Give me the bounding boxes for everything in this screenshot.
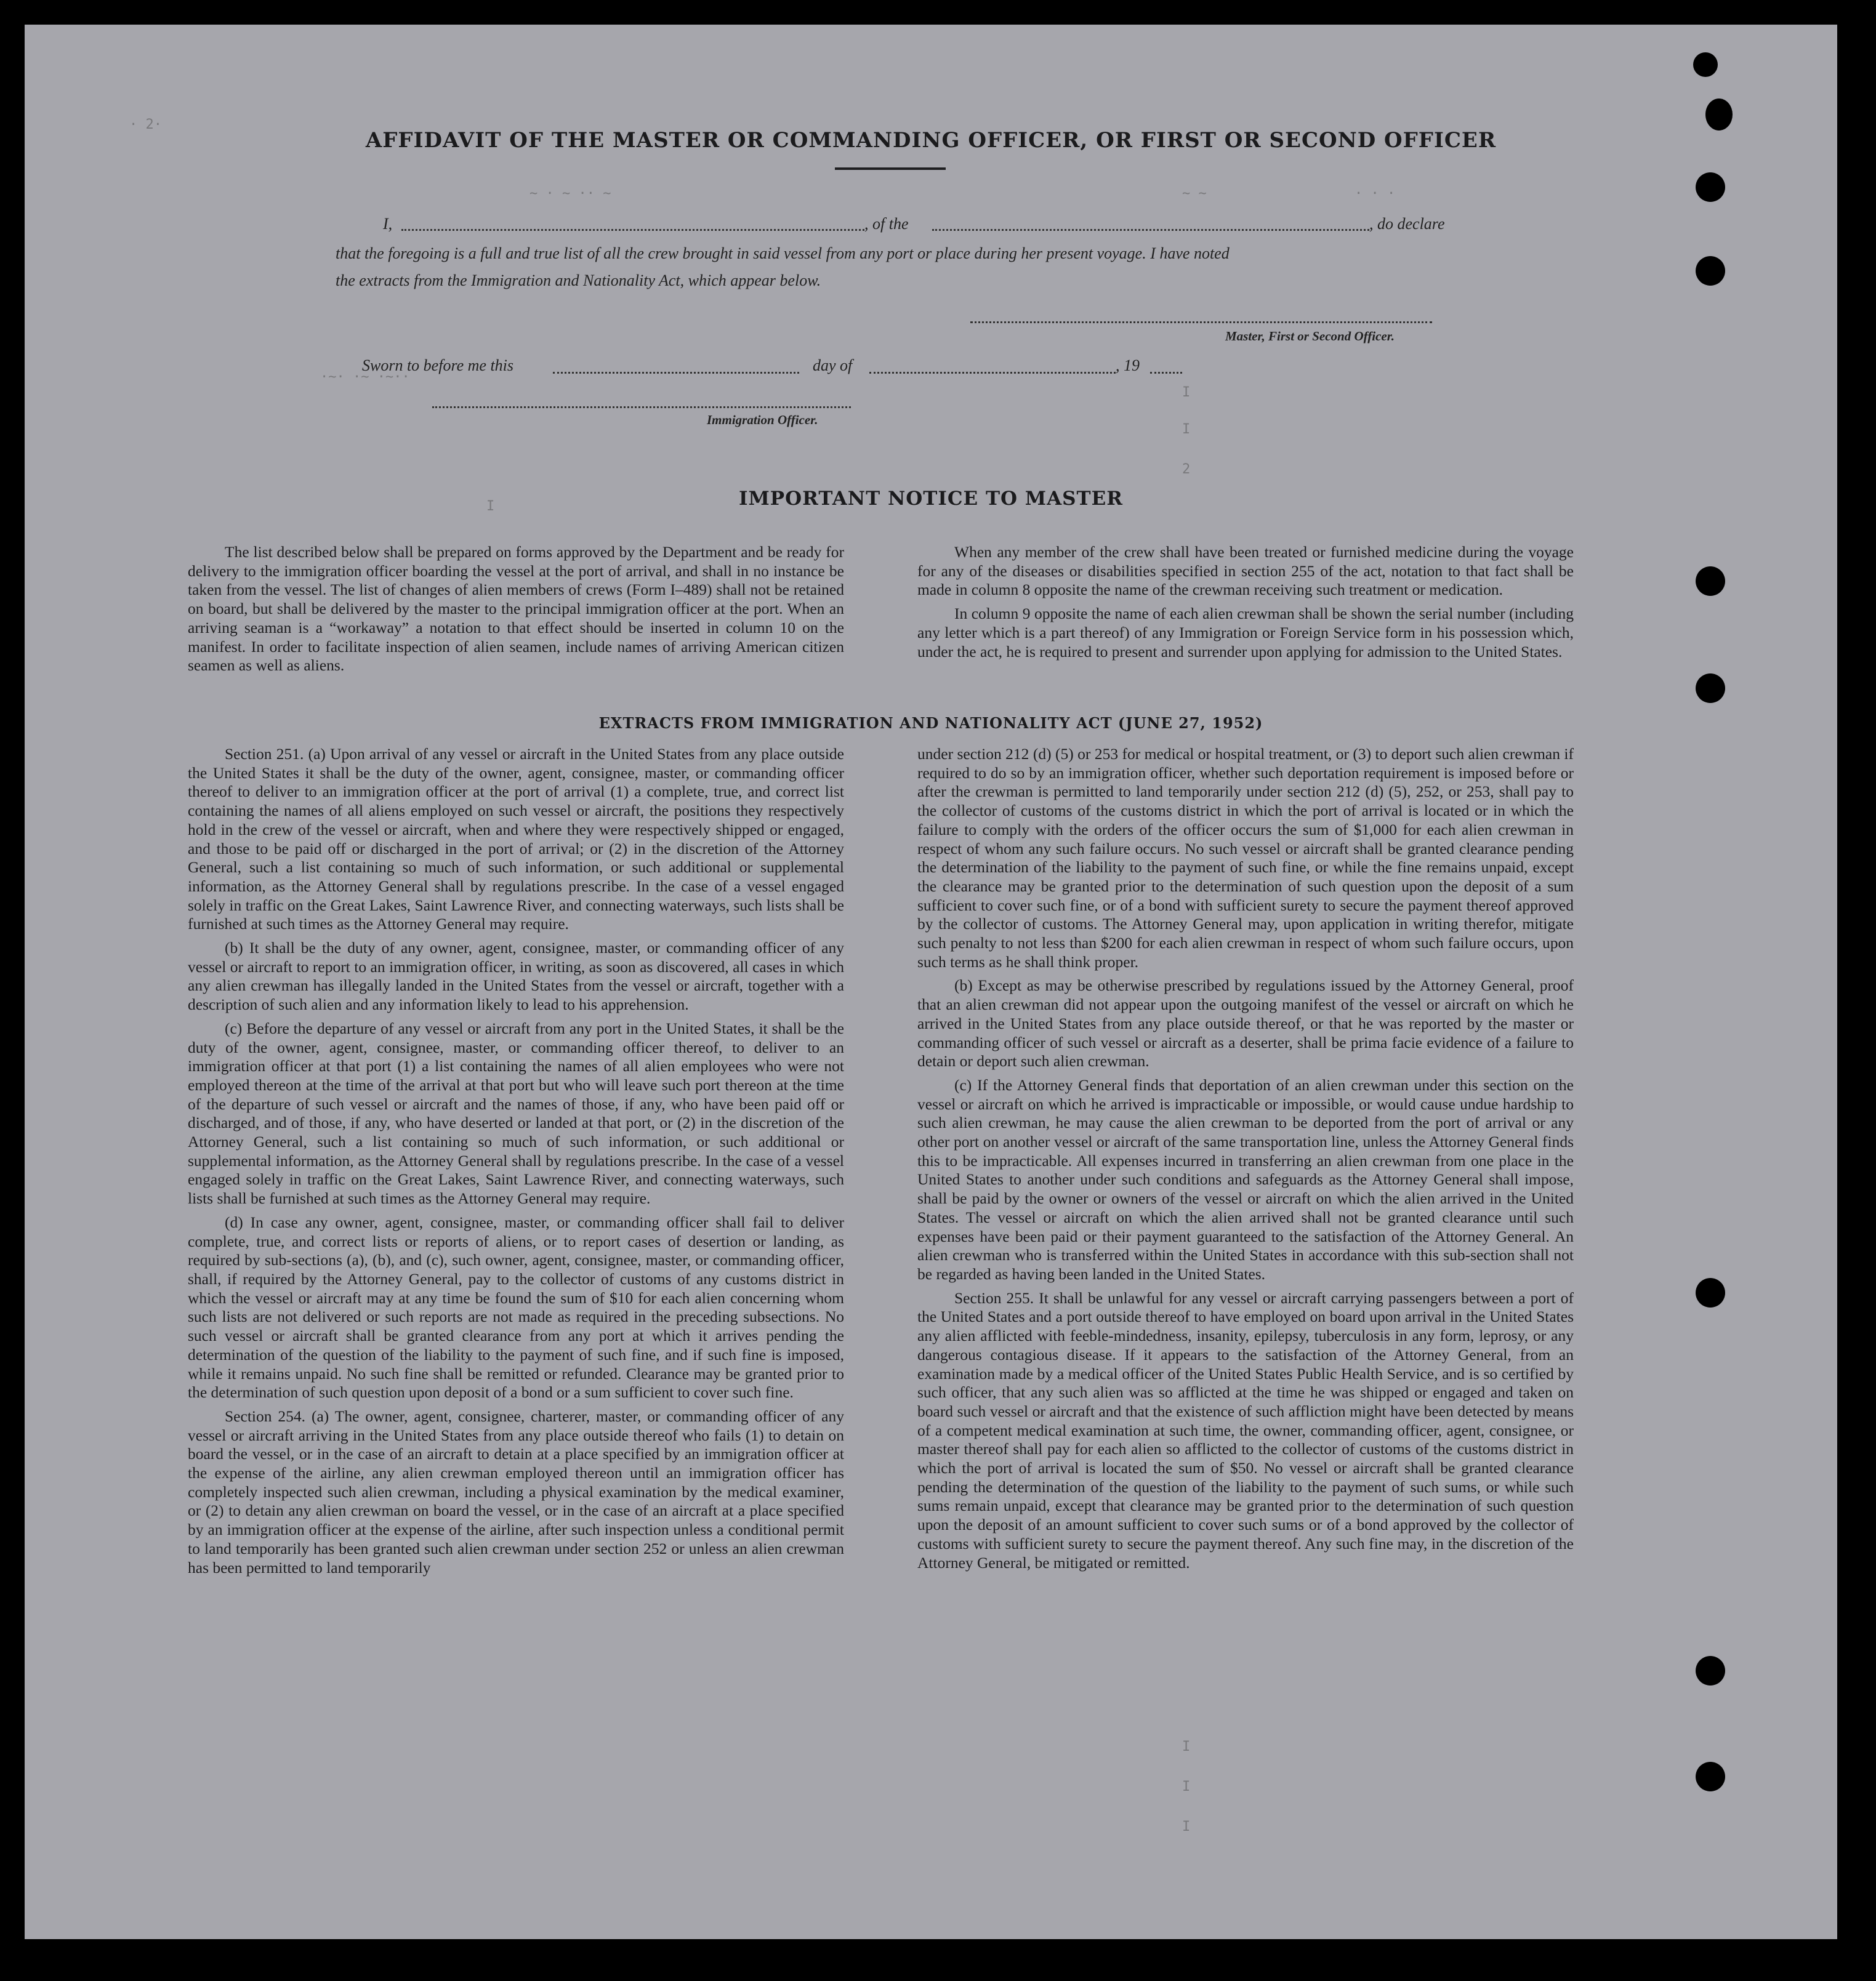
extracts-heading: EXTRACTS FROM IMMIGRATION AND NATIONALITY ACT (JUNE 27, 1952) bbox=[598, 714, 1263, 732]
affidavit-title: AFFIDAVIT OF THE MASTER OR COMMANDING OFFICER, OR FIRST OR SECOND OFFICER bbox=[365, 128, 1497, 153]
sworn-day-line[interactable] bbox=[553, 372, 799, 374]
section-255: Section 255. It shall be unlawful for any vessel or aircraft carrying passengers between a port of the United States and a port outside thereof to have employed on board upon arrival in the United States any alien afflicted with feeble-mindedness, insanity, epilepsy, tuberculosis in any form, leprosy, or any dangerous contagious disease. If it appears to the satisfaction of the Attorney General, from an examination made by a medical officer of the United States Public Health Service, and is so certified by such officer, that any such alien was so afflicted at the time he was shipped or engaged and taken on board such vessel or aircraft and that the existence of such affliction might have been detected by means of a competent medical examination at such time, the owner, commanding officer, agent, consignee, or master thereof shall pay for each alien so afflicted to the collector of customs of the customs district in which the port of arrival is located the sum of $50. No vessel or aircraft shall be granted clearance pending the determination of the question of the liability to the payment of such sums, or while such sums remain unpaid, except that clearance may be granted prior to the determination of such question upon the deposit of an amount sufficient to cover such sums or of a bond approved by the collector of customs with sufficient surety to secure the payment thereof. Any such fine may, in the discretion of the Attorney General, be mitigated or remitted. bbox=[917, 1288, 1574, 1572]
year-prefix-text: , 19 bbox=[1116, 356, 1140, 374]
immigration-officer-label: Immigration Officer. bbox=[707, 412, 818, 427]
section-254a-continued: under section 212 (d) (5) or 253 for medical or hospital treatment, or (3) to deport such alien crewman if required to do so by an immigration officer, whether such deportation requirement is imposed before or after the crewman is permitted to land temporarily under section 212 (d) (5), 252, or 253, shall pay to the collector of customs of the customs district in which the port of arrival is located or in which the failure to comply with the orders of the officer occurs the sum of $1,000 for each alien crewman in respect of whom any such failure occurs. No such vessel or aircraft shall be granted clearance pending the determination of the liability to the payment of such fine, or while the fine remains unpaid, except the clearance may be granted prior to the determination of such question upon the deposit of a sum sufficient to cover such fine, or of a bond with sufficient surety to secure the payment thereof approved by the collector of customs. The Attorney General may, upon application in writing therefor, mitigate such penalty to not less than $200 for each alien crewman in respect of whom such failure occurs, upon such terms as he shall think proper. bbox=[917, 745, 1574, 971]
binder-hole bbox=[1693, 52, 1718, 77]
section-254b: (b) Except as may be otherwise prescribed by regulations issued by the Attorney General, proof that an alien crewman did not appear upon the outgoing manifest of the vessel or aircraft on which he arrived in the United States from any place outside thereof, or that he was reported by the master or commanding officer of such vessel or aircraft as a deserter, shall be prima facie evidence of a failure to detain or deport such alien crewman. bbox=[917, 976, 1574, 1071]
sworn-month-line[interactable] bbox=[869, 372, 1116, 374]
vessel-name-line[interactable] bbox=[932, 229, 1369, 231]
bleed-through-mark: · · · bbox=[1355, 186, 1396, 201]
binder-hole bbox=[1696, 673, 1725, 703]
notice-heading: IMPORTANT NOTICE TO MASTER bbox=[738, 488, 1124, 510]
day-of-text: day of bbox=[813, 356, 853, 374]
declaration-line-3: the extracts from the Immigration and Nationality Act, which appear below. bbox=[336, 271, 821, 289]
binder-hole bbox=[1696, 1762, 1725, 1791]
notice-right-paragraph-1: When any member of the crew shall have been treated or furnished medicine during the voyage for any of the diseases or disabilities specified in section 255 of the act, notation to that fact shall be made in column 8 opposite the name of the crewman receiving such treatment or medication. bbox=[917, 543, 1574, 599]
notice-right-column bbox=[917, 543, 1574, 666]
bleed-through-mark: I bbox=[1182, 1819, 1191, 1834]
master-signature-label: Master, First or Second Officer. bbox=[1225, 329, 1395, 344]
document-page bbox=[25, 25, 1837, 1939]
binder-hole bbox=[1705, 98, 1733, 131]
section-254a: Section 254. (a) The owner, agent, consignee, charterer, master, or commanding officer of any vessel or aircraft arriving in the United States from any place outside thereof who fails (1) to detain on board the vessel, or in the case of an aircraft to detain at a place specified by an immigration officer at the expense of the airline, any alien crewman employed thereon until an immigration officer has completely inspected such alien crewman, including a physical examination by the medical examiner, or (2) to detain any alien crewman on board the vessel, or in the case of an aircraft at a place specified by an immigration officer at the expense of the airline, after such inspection unless a conditional permit to land temporarily has been granted such alien crewman under section 252 or unless an alien crewman has been permitted to land temporarily bbox=[188, 1407, 844, 1577]
notice-left-column bbox=[188, 543, 844, 680]
master-signature-line[interactable] bbox=[970, 321, 1432, 323]
bleed-through-mark: I bbox=[1182, 1739, 1191, 1754]
bleed-through-mark: ~ ~ bbox=[1182, 186, 1207, 201]
extracts-left-column bbox=[188, 745, 844, 1582]
notice-left-paragraph: The list described below shall be prepared on forms approved by the Department and be ready for delivery to the immigration officer boarding the vessel at the port of arrival, and shall in no instance be taken from the vessel. The list of changes of alien members of crews (Form I–489) shall not be retained on board, but shall be delivered by the master to the principal immigration officer at the port. When an arriving seaman is a “workaway” a notation to that effect should be inserted in column 10 on the manifest. In order to facilitate inspection of alien seamen, include names of arriving American citizen seamen as well as aliens. bbox=[188, 543, 844, 675]
bleed-through-mark: ·~· ·~ ·~·· bbox=[320, 369, 410, 385]
declarant-name-line[interactable] bbox=[401, 229, 864, 231]
notice-right-paragraph-2: In column 9 opposite the name of each alien crewman shall be shown the serial number (including any letter which is a part thereof) of any Immigration or Foreign Service form in his possession which, under the act, he is required to present and surrender upon applying for admission to the United States. bbox=[917, 605, 1574, 661]
title-underline bbox=[835, 167, 946, 170]
bleed-through-mark: · 2· bbox=[129, 117, 162, 132]
declaration-of-the: , of the bbox=[864, 215, 909, 233]
section-251c: (c) Before the departure of any vessel or aircraft from any port in the United States, it shall be the duty of the owner, agent, consignee, master, or commanding officer thereof, to deliver to an immigration officer at that port (1) a list containing the names of all alien employees who were not employed thereon at the time of the arrival at that port but who will leave such port thereon at the time of the departure of such vessel or aircraft and the names of those, if any, who have been paid off or discharged, and of those, if any, who have deserted or landed at that port, or (2) in the discretion of the Attorney General, such a list containing so much of such information, or such additional or supplemental information, as the Attorney General shall by regulations prescribe. In the case of a vessel engaged solely in traffic on the Great Lakes, Saint Lawrence River, and connecting waterways, such lists shall be furnished at such times as the Attorney General may require. bbox=[188, 1019, 844, 1208]
sworn-text: Sworn to before me this bbox=[362, 356, 514, 374]
bleed-through-mark: ~ · ~ ·· ~ bbox=[529, 186, 611, 201]
bleed-through-mark: I bbox=[486, 499, 495, 514]
sworn-year-line[interactable] bbox=[1150, 372, 1182, 374]
bleed-through-mark: I bbox=[1182, 385, 1191, 400]
extracts-right-column bbox=[917, 745, 1574, 1577]
section-251b: (b) It shall be the duty of any owner, agent, consignee, master, or commanding officer of any vessel or aircraft to report to an immigration officer, in writing, as soon as discovered, all cases in which any alien crewman has illegally landed in the United States from the vessel or aircraft, together with a description of such alien and any information likely to lead to his apprehension. bbox=[188, 939, 844, 1014]
declaration-do-declare: , do declare bbox=[1369, 215, 1445, 233]
binder-hole bbox=[1696, 172, 1725, 202]
binder-hole bbox=[1696, 256, 1725, 286]
section-251a: Section 251. (a) Upon arrival of any vessel or aircraft in the United States from any place outside the United States it shall be the duty of the owner, agent, consignee, master, or commanding officer thereof to deliver to an immigration officer at the port of arrival (1) a complete, true, and correct list containing the names of all aliens employed on such vessel or aircraft, the positions they respectively hold in the crew of the vessel or aircraft, when and where they were respectively shipped or engaged, and those to be paid off or discharged in the port of arrival; or (2) in the discretion of the Attorney General, such a list containing so much of such information, or such additional or supplemental information, as the Attorney General shall by regulations prescribe. In the case of a vessel engaged solely in traffic on the Great Lakes, Saint Lawrence River, and connecting waterways, such lists shall be furnished at such times as the Attorney General may require. bbox=[188, 745, 844, 933]
declaration-line-2: that the foregoing is a full and true list of all the crew brought in said vessel from any port or place during her present voyage. I have noted bbox=[336, 244, 1230, 262]
section-251d: (d) In case any owner, agent, consignee, master, or commanding officer shall fail to deliver complete, true, and correct lists or reports of aliens, or to report cases of desertion or landing, as required by sub-sections (a), (b), and (c), such owner, agent, consignee, master, or commanding officer, shall, if required by the Attorney General, pay to the collector of customs of any customs district in which the vessel or aircraft may at any time be found the sum of $10 for each alien concerning whom such lists are not delivered or such reports are not made as required in the preceding subsections. No such vessel or aircraft shall be granted clearance from any port at which it arrives pending the determination of the question of the liability to the payment of such fine, and if such fine is imposed, while it remains unpaid. No such fine shall be remitted or refunded. Clearance may be granted prior to the determination of such question upon deposit of a bond or a sum sufficient to cover such fine. bbox=[188, 1213, 844, 1402]
bleed-through-mark: I bbox=[1182, 422, 1191, 437]
declaration-i: I, bbox=[383, 215, 393, 233]
binder-hole bbox=[1696, 566, 1725, 596]
bleed-through-mark: 2 bbox=[1182, 462, 1191, 477]
section-254c: (c) If the Attorney General finds that deportation of an alien crewman under this section on the vessel or aircraft on which he arrived is impracticable or impossible, or would cause undue hardship to such alien crewman, he may cause the alien crewman to be deported from the port of arrival or any other port on another vessel or aircraft of the same transportation line, unless the Attorney General finds this to be impracticable. All expenses incurred in transferring an alien crewman from one place in the United States to another under such conditions and safeguards as the Attorney General shall impose, shall be paid by the owner or owners of the vessel or aircraft on which the alien arrived in the United States. The vessel or aircraft on which the alien arrived shall not be granted clearance until such expenses have been paid or their payment guaranteed to the satisfaction of the Attorney General. An alien crewman who is transferred within the United States in accordance with this sub-section shall not be regarded as having been landed in the United States. bbox=[917, 1075, 1574, 1283]
binder-hole bbox=[1696, 1656, 1725, 1686]
binder-hole bbox=[1696, 1278, 1725, 1308]
bleed-through-mark: I bbox=[1182, 1779, 1191, 1794]
immigration-officer-signature-line[interactable] bbox=[432, 406, 851, 408]
